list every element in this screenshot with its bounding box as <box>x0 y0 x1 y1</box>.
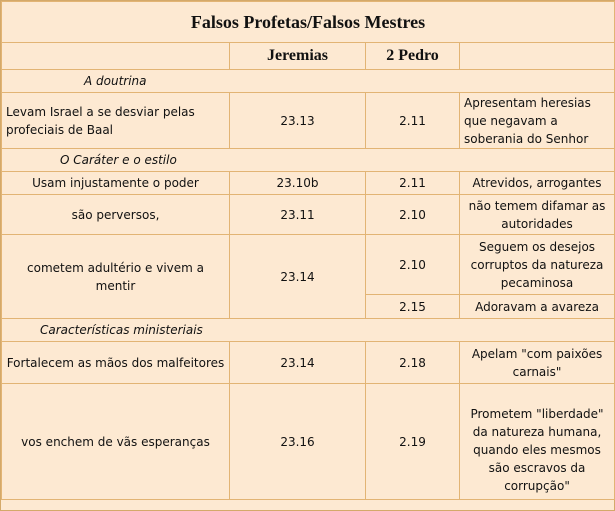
header-empty-right <box>460 43 615 70</box>
row-jeremias-ref: 23.14 <box>230 235 366 319</box>
row-pedro-ref: 2.10 <box>366 235 460 295</box>
row-description: Atrevidos, arrogantes <box>460 172 615 195</box>
row-pedro-ref: 2.11 <box>366 93 460 149</box>
row-description: não temem difamar as autoridades <box>460 195 615 235</box>
row-description: Seguem os desejos corruptos da natureza pecaminosa <box>460 235 615 295</box>
row-pedro-ref-2: 2.15 <box>366 295 460 319</box>
row-pedro-ref: 2.18 <box>366 342 460 384</box>
row-trait: são perversos, <box>2 195 230 235</box>
row-description: Apresentam heresias que negavam a soberania do Senhor <box>460 93 615 149</box>
row-pedro-ref: 2.11 <box>366 172 460 195</box>
table-title: Falsos Profetas/Falsos Mestres <box>2 2 615 43</box>
row-description-2: Adoravam a avareza <box>460 295 615 319</box>
row-trait: Usam injustamente o poder <box>2 172 230 195</box>
comparison-table <box>1 1 615 500</box>
header-empty-left <box>2 43 230 70</box>
section-heading-carater: O Caráter e o estilo <box>2 149 615 172</box>
row-trait: Fortalecem as mãos dos malfeitores <box>2 342 230 384</box>
row-description: Prometem "liberdade" da natureza humana, quando eles mesmos são escravos da corrupção" <box>460 384 615 500</box>
row-description: Apelam "com paixões carnais" <box>460 342 615 384</box>
header-2-pedro: 2 Pedro <box>366 43 460 70</box>
row-jeremias-ref: 23.14 <box>230 342 366 384</box>
row-jeremias-ref: 23.16 <box>230 384 366 500</box>
section-heading-doutrina: A doutrina <box>2 70 615 93</box>
row-pedro-ref: 2.19 <box>366 384 460 500</box>
row-trait: vos enchem de vãs esperanças <box>2 384 230 500</box>
row-jeremias-ref: 23.10b <box>230 172 366 195</box>
row-trait: cometem adultério e vivem a mentir <box>2 235 230 319</box>
header-jeremias: Jeremias <box>230 43 366 70</box>
row-jeremias-ref: 23.13 <box>230 93 366 149</box>
row-trait: Levam Israel a se desviar pelas profeciais de Baal <box>2 93 230 149</box>
row-pedro-ref: 2.10 <box>366 195 460 235</box>
row-jeremias-ref: 23.11 <box>230 195 366 235</box>
section-heading-ministeriais: Características ministeriais <box>2 319 615 342</box>
